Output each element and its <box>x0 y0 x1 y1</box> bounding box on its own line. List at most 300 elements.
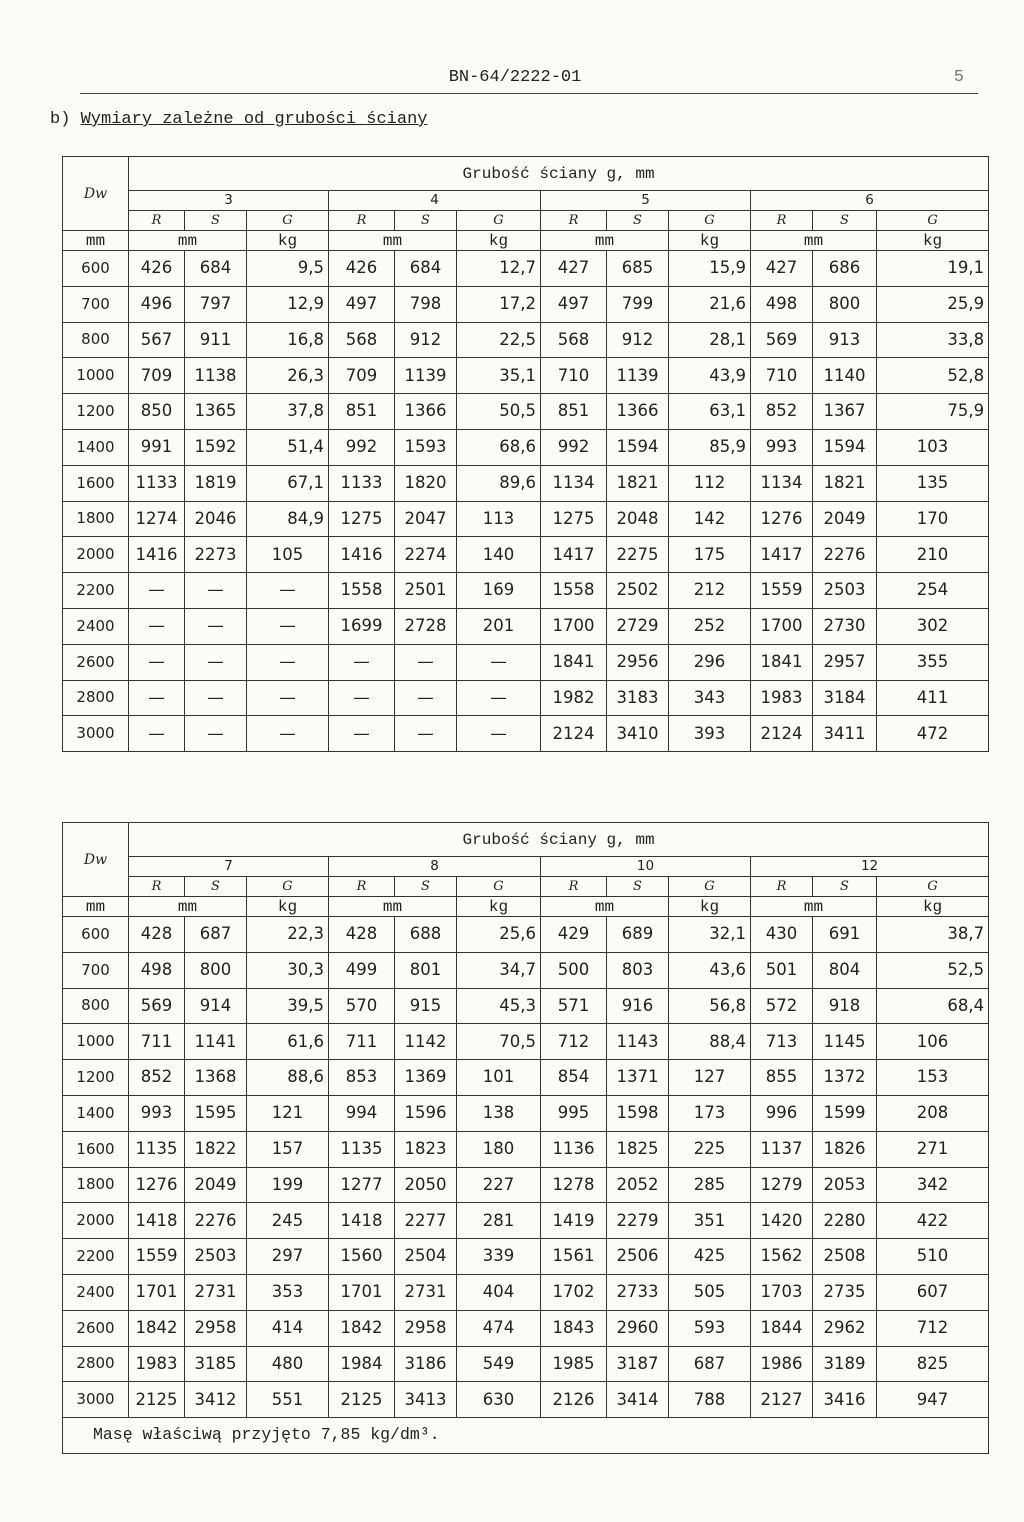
nominal-diameter-cell: 1200 <box>63 1060 129 1096</box>
value-cell: 1821 <box>607 465 669 501</box>
value-cell: 1278 <box>541 1167 607 1203</box>
value-cell: 157 <box>247 1131 329 1167</box>
value-cell: 426 <box>129 251 185 287</box>
value-cell: 227 <box>457 1167 541 1203</box>
nominal-diameter-cell: 1800 <box>63 501 129 537</box>
column-variable-header: S <box>395 877 457 897</box>
value-cell: 712 <box>877 1310 989 1346</box>
value-cell: 1366 <box>607 394 669 430</box>
table-row <box>63 644 989 680</box>
value-cell: 2503 <box>813 573 877 609</box>
value-cell: 1366 <box>395 394 457 430</box>
value-cell: 1139 <box>607 358 669 394</box>
value-cell: 1135 <box>129 1131 185 1167</box>
value-cell: 684 <box>185 251 247 287</box>
value-cell: 1420 <box>751 1203 813 1239</box>
unit-cell: mm <box>751 231 877 251</box>
group-header-row <box>63 157 989 191</box>
value-cell: 271 <box>877 1131 989 1167</box>
value-cell: 2962 <box>813 1310 877 1346</box>
dn-label: Dw <box>83 851 108 868</box>
value-cell: — <box>329 644 395 680</box>
value-cell: 1143 <box>607 1024 669 1060</box>
value-cell: 43,6 <box>669 952 751 988</box>
value-cell: 803 <box>607 952 669 988</box>
table-row <box>63 1346 989 1382</box>
value-cell: 254 <box>877 573 989 609</box>
column-variable-header: S <box>185 877 247 897</box>
unit-cell: kg <box>457 897 541 917</box>
value-cell: 570 <box>329 988 395 1024</box>
value-cell: 851 <box>541 394 607 430</box>
value-cell: 799 <box>607 286 669 322</box>
value-cell: — <box>329 680 395 716</box>
value-cell: 711 <box>129 1024 185 1060</box>
value-cell: 918 <box>813 988 877 1024</box>
value-cell: 496 <box>129 286 185 322</box>
value-cell: 472 <box>877 716 989 752</box>
value-cell: 1701 <box>129 1274 185 1310</box>
value-cell: 1983 <box>751 680 813 716</box>
dn-label: Dw <box>83 185 108 202</box>
value-cell: 121 <box>247 1095 329 1131</box>
value-cell: 501 <box>751 952 813 988</box>
value-cell: 498 <box>129 952 185 988</box>
value-cell: 1700 <box>541 608 607 644</box>
value-cell: — <box>185 573 247 609</box>
value-cell: 568 <box>541 322 607 358</box>
value-cell: 914 <box>185 988 247 1024</box>
value-cell: 414 <box>247 1310 329 1346</box>
value-cell: 800 <box>813 286 877 322</box>
value-cell: 404 <box>457 1274 541 1310</box>
column-variable-header: S <box>607 877 669 897</box>
value-cell: 297 <box>247 1239 329 1275</box>
nominal-diameter-cell: 1800 <box>63 1167 129 1203</box>
value-cell: 212 <box>669 573 751 609</box>
value-cell: 2053 <box>813 1167 877 1203</box>
column-variable-row <box>63 211 989 231</box>
value-cell: 201 <box>457 608 541 644</box>
value-cell: 1985 <box>541 1346 607 1382</box>
dn-label-cell <box>63 157 129 231</box>
value-cell: 497 <box>541 286 607 322</box>
table-row <box>63 394 989 430</box>
value-cell: 1136 <box>541 1131 607 1167</box>
value-cell: 430 <box>751 917 813 953</box>
value-cell: 199 <box>247 1167 329 1203</box>
value-cell: 169 <box>457 573 541 609</box>
value-cell: 993 <box>751 429 813 465</box>
value-cell: 427 <box>751 251 813 287</box>
value-cell: — <box>129 680 185 716</box>
value-cell: 1274 <box>129 501 185 537</box>
value-cell: 425 <box>669 1239 751 1275</box>
table-row <box>63 537 989 573</box>
value-cell: 568 <box>329 322 395 358</box>
value-cell: 106 <box>877 1024 989 1060</box>
value-cell: 1276 <box>751 501 813 537</box>
nominal-diameter-cell: 1400 <box>63 429 129 465</box>
value-cell: — <box>329 716 395 752</box>
column-variable-header: R <box>751 877 813 897</box>
value-cell: 1594 <box>813 429 877 465</box>
value-cell: 3410 <box>607 716 669 752</box>
value-cell: 2503 <box>185 1239 247 1275</box>
section-title-text: Wymiary zależne od grubości ściany <box>80 110 428 129</box>
value-cell: 1367 <box>813 394 877 430</box>
value-cell: 1417 <box>751 537 813 573</box>
value-cell: 343 <box>669 680 751 716</box>
value-cell: — <box>129 644 185 680</box>
value-cell: — <box>395 716 457 752</box>
value-cell: 1825 <box>607 1131 669 1167</box>
value-cell: 2048 <box>607 501 669 537</box>
unit-cell: kg <box>457 231 541 251</box>
value-cell: 1699 <box>329 608 395 644</box>
value-cell: 68,6 <box>457 429 541 465</box>
value-cell: 1559 <box>751 573 813 609</box>
value-cell: 852 <box>129 1060 185 1096</box>
dn-label-cell <box>63 823 129 897</box>
value-cell: 428 <box>329 917 395 953</box>
group-header: Grubość ściany g, mm <box>129 157 989 191</box>
value-cell: 426 <box>329 251 395 287</box>
value-cell: 1843 <box>541 1310 607 1346</box>
table-row <box>63 251 989 287</box>
value-cell: 2124 <box>751 716 813 752</box>
table-row <box>63 1203 989 1239</box>
value-cell: 1595 <box>185 1095 247 1131</box>
value-cell: 1826 <box>813 1131 877 1167</box>
thickness-header: 8 <box>329 857 541 877</box>
value-cell: 70,5 <box>457 1024 541 1060</box>
value-cell: 691 <box>813 917 877 953</box>
value-cell: 208 <box>877 1095 989 1131</box>
value-cell: 2273 <box>185 537 247 573</box>
nominal-diameter-cell: 1600 <box>63 465 129 501</box>
value-cell: 567 <box>129 322 185 358</box>
value-cell: 1134 <box>751 465 813 501</box>
value-cell: — <box>185 680 247 716</box>
value-cell: — <box>457 716 541 752</box>
section-title <box>50 110 427 129</box>
table-row <box>63 1239 989 1275</box>
value-cell: 912 <box>395 322 457 358</box>
unit-cell: mm <box>751 897 877 917</box>
value-cell: 302 <box>877 608 989 644</box>
value-cell: 798 <box>395 286 457 322</box>
value-cell: 510 <box>877 1239 989 1275</box>
nominal-diameter-cell: 2600 <box>63 1310 129 1346</box>
value-cell: 3411 <box>813 716 877 752</box>
value-cell: — <box>247 680 329 716</box>
value-cell: 63,1 <box>669 394 751 430</box>
value-cell: — <box>129 573 185 609</box>
value-cell: 1592 <box>185 429 247 465</box>
value-cell: 2730 <box>813 608 877 644</box>
value-cell: 342 <box>877 1167 989 1203</box>
column-variable-header: G <box>457 211 541 231</box>
value-cell: 2960 <box>607 1310 669 1346</box>
value-cell: 1703 <box>751 1274 813 1310</box>
value-cell: 3186 <box>395 1346 457 1382</box>
page-number: 5 <box>953 68 964 87</box>
value-cell: 1419 <box>541 1203 607 1239</box>
value-cell: 127 <box>669 1060 751 1096</box>
value-cell: 351 <box>669 1203 751 1239</box>
value-cell: 3412 <box>185 1382 247 1418</box>
nominal-diameter-cell: 2400 <box>63 1274 129 1310</box>
table-row <box>63 322 989 358</box>
table-row <box>63 988 989 1024</box>
value-cell: 1822 <box>185 1131 247 1167</box>
value-cell: — <box>395 644 457 680</box>
value-cell: 1820 <box>395 465 457 501</box>
nominal-diameter-cell: 800 <box>63 322 129 358</box>
nominal-diameter-cell: 2000 <box>63 1203 129 1239</box>
column-variable-header: S <box>185 211 247 231</box>
value-cell: 499 <box>329 952 395 988</box>
value-cell: 1593 <box>395 429 457 465</box>
column-variable-header: S <box>607 211 669 231</box>
value-cell: 1277 <box>329 1167 395 1203</box>
value-cell: 1841 <box>541 644 607 680</box>
value-cell: 3189 <box>813 1346 877 1382</box>
column-variable-header: R <box>129 877 185 897</box>
value-cell: 3413 <box>395 1382 457 1418</box>
value-cell: 480 <box>247 1346 329 1382</box>
group-header-row <box>63 823 989 857</box>
value-cell: 75,9 <box>877 394 989 430</box>
unit-cell: mm <box>129 231 247 251</box>
value-cell: 1983 <box>129 1346 185 1382</box>
value-cell: 22,3 <box>247 917 329 953</box>
value-cell: 12,9 <box>247 286 329 322</box>
value-cell: — <box>129 608 185 644</box>
value-cell: 2958 <box>395 1310 457 1346</box>
value-cell: 296 <box>669 644 751 680</box>
value-cell: 911 <box>185 322 247 358</box>
table-row <box>63 286 989 322</box>
table-row <box>63 608 989 644</box>
value-cell: — <box>457 644 541 680</box>
value-cell: 2127 <box>751 1382 813 1418</box>
value-cell: — <box>129 716 185 752</box>
value-cell: 103 <box>877 429 989 465</box>
value-cell: — <box>185 716 247 752</box>
value-cell: 411 <box>877 680 989 716</box>
value-cell: 915 <box>395 988 457 1024</box>
value-cell: 500 <box>541 952 607 988</box>
nominal-diameter-cell: 1200 <box>63 394 129 430</box>
value-cell: 549 <box>457 1346 541 1382</box>
value-cell: — <box>247 716 329 752</box>
value-cell: 498 <box>751 286 813 322</box>
column-variable-header: R <box>329 211 395 231</box>
value-cell: 497 <box>329 286 395 322</box>
value-cell: 1418 <box>329 1203 395 1239</box>
value-cell: 996 <box>751 1095 813 1131</box>
value-cell: 39,5 <box>247 988 329 1024</box>
nominal-diameter-cell: 3000 <box>63 716 129 752</box>
value-cell: 2733 <box>607 1274 669 1310</box>
value-cell: 2049 <box>813 501 877 537</box>
unit-cell: mm <box>541 231 669 251</box>
table-row <box>63 917 989 953</box>
column-variable-header: S <box>395 211 457 231</box>
value-cell: 89,6 <box>457 465 541 501</box>
value-cell: 1139 <box>395 358 457 394</box>
value-cell: 1844 <box>751 1310 813 1346</box>
value-cell: 16,8 <box>247 322 329 358</box>
value-cell: 88,4 <box>669 1024 751 1060</box>
value-cell: 1560 <box>329 1239 395 1275</box>
value-cell: 569 <box>751 322 813 358</box>
value-cell: 1823 <box>395 1131 457 1167</box>
value-cell: 1558 <box>541 573 607 609</box>
value-cell: 2274 <box>395 537 457 573</box>
value-cell: 33,8 <box>877 322 989 358</box>
thickness-row <box>63 191 989 211</box>
value-cell: 3416 <box>813 1382 877 1418</box>
column-variable-row <box>63 877 989 897</box>
value-cell: 68,4 <box>877 988 989 1024</box>
thickness-header: 5 <box>541 191 751 211</box>
value-cell: 912 <box>607 322 669 358</box>
thickness-header: 3 <box>129 191 329 211</box>
column-variable-header: G <box>669 877 751 897</box>
unit-cell: kg <box>877 231 989 251</box>
thickness-header: 4 <box>329 191 541 211</box>
units-row <box>63 897 989 917</box>
value-cell: 607 <box>877 1274 989 1310</box>
column-variable-header: S <box>813 877 877 897</box>
nominal-diameter-cell: 700 <box>63 952 129 988</box>
value-cell: 30,3 <box>247 952 329 988</box>
group-header: Grubość ściany g, mm <box>129 823 989 857</box>
value-cell: 173 <box>669 1095 751 1131</box>
thickness-header: 6 <box>751 191 989 211</box>
value-cell: 101 <box>457 1060 541 1096</box>
value-cell: 2958 <box>185 1310 247 1346</box>
table-row <box>63 358 989 394</box>
value-cell: 687 <box>185 917 247 953</box>
value-cell: 992 <box>541 429 607 465</box>
value-cell: 1137 <box>751 1131 813 1167</box>
table-row <box>63 429 989 465</box>
value-cell: 2504 <box>395 1239 457 1275</box>
value-cell: 2280 <box>813 1203 877 1239</box>
value-cell: 689 <box>607 917 669 953</box>
value-cell: 1598 <box>607 1095 669 1131</box>
value-cell: 571 <box>541 988 607 1024</box>
value-cell: 43,9 <box>669 358 751 394</box>
nominal-diameter-cell: 2800 <box>63 1346 129 1382</box>
value-cell: 422 <box>877 1203 989 1239</box>
value-cell: 3183 <box>607 680 669 716</box>
value-cell: 1599 <box>813 1095 877 1131</box>
value-cell: 1145 <box>813 1024 877 1060</box>
table-row <box>63 1060 989 1096</box>
value-cell: 142 <box>669 501 751 537</box>
value-cell: 2279 <box>607 1203 669 1239</box>
value-cell: 56,8 <box>669 988 751 1024</box>
value-cell: 2731 <box>395 1274 457 1310</box>
nominal-diameter-cell: 2000 <box>63 537 129 573</box>
value-cell: 2275 <box>607 537 669 573</box>
value-cell: 1365 <box>185 394 247 430</box>
value-cell: 2125 <box>329 1382 395 1418</box>
value-cell: 1559 <box>129 1239 185 1275</box>
value-cell: 801 <box>395 952 457 988</box>
value-cell: 1371 <box>607 1060 669 1096</box>
value-cell: 913 <box>813 322 877 358</box>
dimensions-table-1 <box>62 156 989 752</box>
value-cell: 710 <box>541 358 607 394</box>
nominal-diameter-cell: 1600 <box>63 1131 129 1167</box>
value-cell: 1842 <box>129 1310 185 1346</box>
value-cell: 2046 <box>185 501 247 537</box>
value-cell: 427 <box>541 251 607 287</box>
value-cell: 1142 <box>395 1024 457 1060</box>
value-cell: — <box>185 644 247 680</box>
value-cell: 1275 <box>541 501 607 537</box>
value-cell: 17,2 <box>457 286 541 322</box>
dn-unit: mm <box>63 231 129 251</box>
value-cell: 855 <box>751 1060 813 1096</box>
value-cell: 853 <box>329 1060 395 1096</box>
nominal-diameter-cell: 600 <box>63 251 129 287</box>
table-row <box>63 680 989 716</box>
value-cell: 1276 <box>129 1167 185 1203</box>
value-cell: 992 <box>329 429 395 465</box>
nominal-diameter-cell: 1400 <box>63 1095 129 1131</box>
value-cell: 2506 <box>607 1239 669 1275</box>
value-cell: — <box>185 608 247 644</box>
value-cell: 225 <box>669 1131 751 1167</box>
value-cell: 12,7 <box>457 251 541 287</box>
thickness-row <box>63 857 989 877</box>
value-cell: 1275 <box>329 501 395 537</box>
value-cell: 474 <box>457 1310 541 1346</box>
table-row <box>63 1167 989 1203</box>
column-variable-header: G <box>247 877 329 897</box>
value-cell: 88,6 <box>247 1060 329 1096</box>
value-cell: 1702 <box>541 1274 607 1310</box>
value-cell: 1141 <box>185 1024 247 1060</box>
value-cell: 285 <box>669 1167 751 1203</box>
value-cell: 2956 <box>607 644 669 680</box>
value-cell: 3414 <box>607 1382 669 1418</box>
nominal-diameter-cell: 2200 <box>63 1239 129 1275</box>
value-cell: 252 <box>669 608 751 644</box>
value-cell: 113 <box>457 501 541 537</box>
value-cell: 2050 <box>395 1167 457 1203</box>
value-cell: 37,8 <box>247 394 329 430</box>
table-row <box>63 573 989 609</box>
value-cell: 67,1 <box>247 465 329 501</box>
value-cell: — <box>247 644 329 680</box>
value-cell: 851 <box>329 394 395 430</box>
value-cell: 991 <box>129 429 185 465</box>
value-cell: 9,5 <box>247 251 329 287</box>
nominal-diameter-cell: 2200 <box>63 573 129 609</box>
value-cell: 2735 <box>813 1274 877 1310</box>
value-cell: 353 <box>247 1274 329 1310</box>
value-cell: 153 <box>877 1060 989 1096</box>
value-cell: 713 <box>751 1024 813 1060</box>
